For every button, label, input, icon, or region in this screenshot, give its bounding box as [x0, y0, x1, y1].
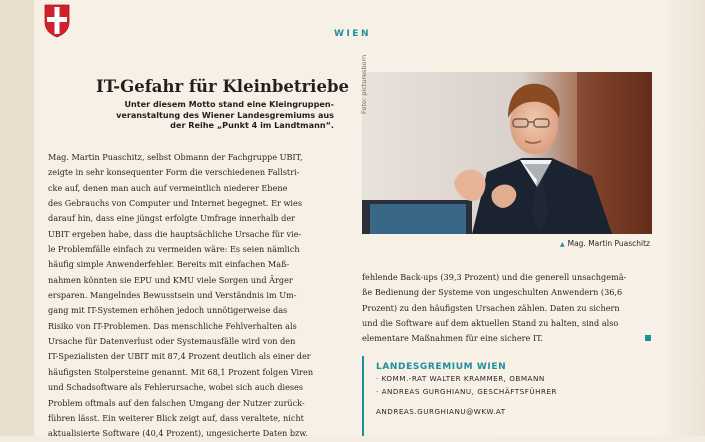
contact-infobox	[362, 356, 636, 436]
body-line: fehlende Back-ups (39,3 Prozent) und die generell unsachgemä-	[362, 272, 627, 282]
page-gutter	[0, 0, 34, 436]
subhead-line: Unter diesem Motto stand eine Kleingruppen-	[124, 99, 334, 109]
infobox-person: · KOMM.-RAT WALTER KRAMMER, OBMANN	[376, 374, 545, 383]
section-label: WIEN	[334, 29, 371, 39]
infobox-title: LANDESGREMIUM WIEN	[376, 362, 507, 372]
body-line: Prozent) zu den häufigsten Ursachen zählen. Daten zu sichern	[362, 302, 620, 313]
body-line: gang mit IT-Systemen erhöhen jedoch unnötigerweise das	[48, 305, 288, 316]
body-line: Risiko von IT-Problemen. Das menschliche Fehlverhalten als	[48, 320, 297, 331]
body-line: und Schadsoftware als Fehlerursache, wobei sich auch dieses	[48, 382, 304, 393]
body-line: des Gebrauchs von Computer und Internet begegnet. Er wies	[48, 198, 303, 209]
body-line: UBIT ergeben habe, dass die hauptsächliche Ursache für vie-	[48, 228, 302, 239]
photo-caption	[560, 239, 650, 248]
square-icon	[645, 335, 651, 341]
body-line: zeigte in sehr konsequenter Form die verschiedenen Fallstri-	[48, 167, 300, 178]
article-body-column-2	[362, 270, 662, 347]
infobox-person: · ANDREAS GURGHIANU, GESCHÄFTSFÜHRER	[376, 387, 558, 396]
body-line: häufig simple Anwenderfehler. Bereits mit einfachen Maß-	[48, 259, 290, 270]
body-line: ße Bedienung der Systeme von ungeschulten Anwendern (36,6	[362, 287, 623, 298]
body-line: IT-Spezialisten der UBIT mit 87,4 Prozent deutlich als einer der	[48, 351, 311, 362]
triangle-icon: ▲	[559, 241, 565, 248]
body-line: Mag. Martin Puaschitz, selbst Obmann der Fachgruppe UBIT,	[48, 152, 303, 162]
body-line: Problem oftmals auf den falschen Umgang der Nutzer zurück-	[48, 397, 305, 408]
body-line: häufigsten Stolpersteine genannt. Mit 68,1 Prozent folgen Viren	[48, 366, 314, 377]
body-line: elementare Maßnahmen für eine sichere IT.	[362, 333, 543, 344]
caption-text: Mag. Martin Puaschitz	[567, 239, 650, 248]
body-line: darauf hin, dass eine jüngst erfolgte Umfrage innerhalb der	[48, 213, 296, 224]
subhead-line: der Reihe „Punkt 4 im Landtmann“.	[170, 120, 334, 131]
subhead-line: veranstaltung des Wiener Landesgremiums aus	[116, 109, 334, 120]
body-line: Ursache für Datenverlust oder Systemausfälle wird von den	[48, 336, 296, 347]
article-headline: IT-Gefahr für Kleinbetriebe	[96, 77, 349, 96]
body-line: cke auf, denen man auch auf vermeintlich niederer Ebene	[48, 182, 288, 193]
body-line: ersparen. Mangelndes Bewusstsein und Verständnis im Um-	[48, 290, 297, 301]
body-line: führen lässt. Ein weiterer Blick zeigt auf, dass veraltete, nicht	[48, 412, 304, 423]
body-line: nahmen könnten sie EPU und KMU viele Sorgen und Ärger	[48, 274, 293, 285]
article-body-column-1	[48, 150, 334, 442]
infobox-email: ANDREAS.GURGHIANU@WKW.AT	[376, 407, 506, 416]
article-subhead	[86, 99, 334, 131]
body-line: und die Software auf dem aktuellen Stand zu halten, sind also	[362, 318, 619, 329]
body-line: aktualisierte Software (40,4 Prozent), ungesicherte Daten bzw.	[48, 428, 308, 439]
portrait-photo	[362, 72, 652, 234]
body-line: le Problemfälle einfach zu vermeiden wäre: Es seien nämlich	[48, 244, 300, 255]
photo-credit: Foto: picturesborn	[360, 54, 368, 114]
